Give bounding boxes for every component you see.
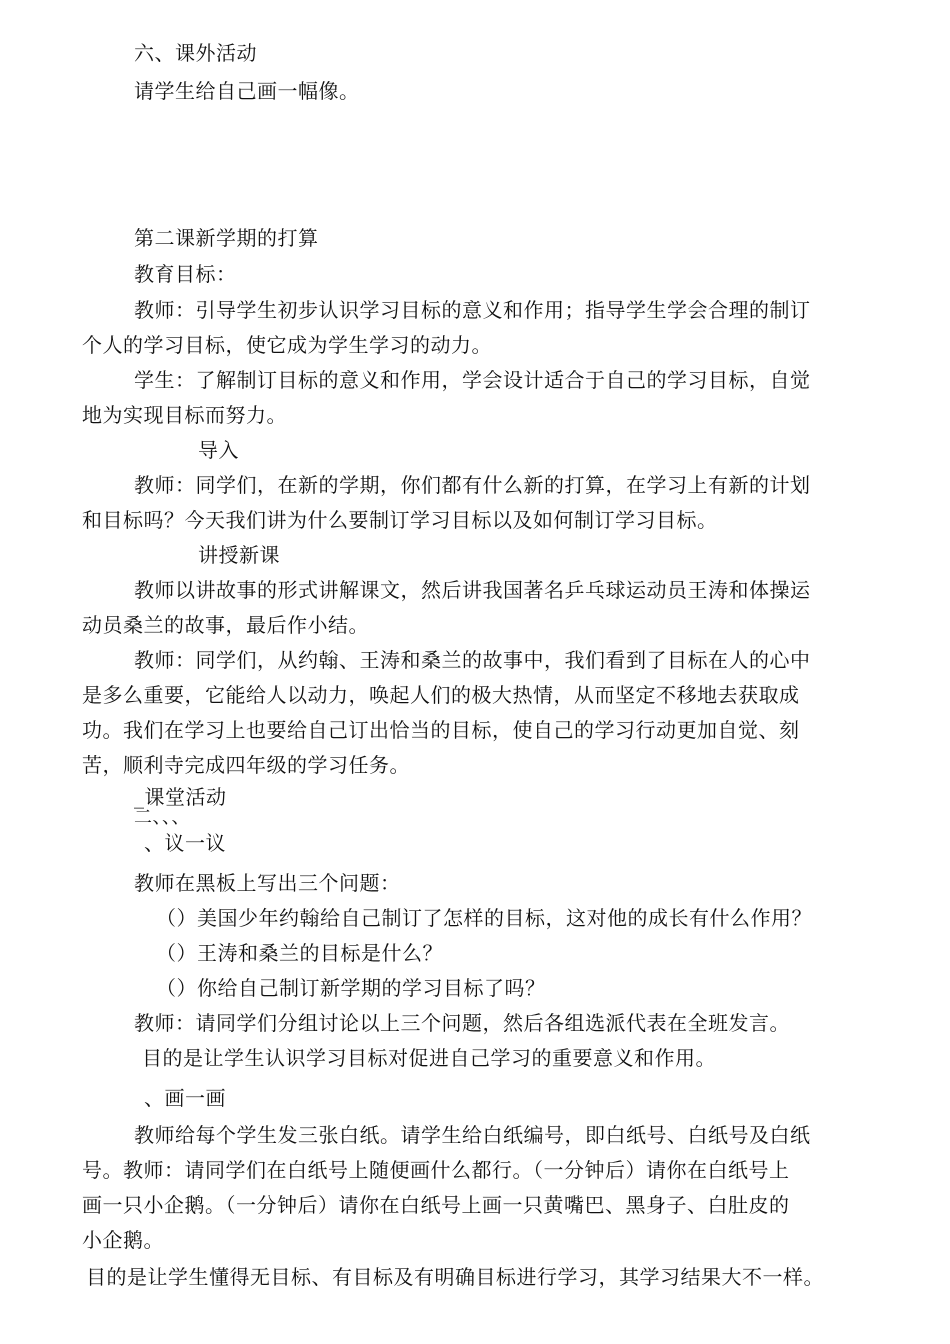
paragraph: 教师：请同学们分组讨论以上三个问题，然后各组选派代表在全班发言。 [134, 1011, 790, 1035]
paragraph: 教师：同学们，从约翰、王涛和桑兰的故事中，我们看到了目标在人的心中 [134, 648, 811, 672]
paragraph: 地为实现目标而努力。 [82, 403, 287, 427]
section-heading-extracurricular: 六、课外活动 [134, 41, 257, 65]
paragraph: 功。我们在学习上也要给自己订出恰当的目标，使自己的学习行动更加自觉、刻 [82, 718, 800, 742]
paragraph: 教师：同学们，在新的学期，你们都有什么新的打算，在学习上有新的计划 [134, 473, 811, 497]
paragraph: 画一只小企鹅。（一分钟后）请你在白纸号上画一只黄嘴巴、黑身子、白肚皮的 [82, 1193, 790, 1217]
paragraph: 学生：了解制订目标的意义和作用，学会设计适合于自己的学习目标，自觉 [134, 368, 811, 392]
paragraph: 教师：引导学生初步认识学习目标的意义和作用；指导学生学会合理的制订 [134, 298, 811, 322]
paragraph: 小企鹅。 [82, 1228, 164, 1252]
paragraph: 教师在黑板上写出三个问题： [134, 871, 401, 895]
paragraph: 目的是让学生认识学习目标对促进自己学习的重要意义和作用。 [142, 1046, 716, 1070]
paragraph: 教师给每个学生发三张白纸。请学生给白纸编号，即白纸号、白纸号及白纸 [134, 1123, 811, 1147]
paragraph: 号。教师：请同学们在白纸号上随便画什么都行。（一分钟后）请你在白纸号上 [82, 1158, 790, 1182]
paragraph: 动员桑兰的故事，最后作小结。 [82, 613, 369, 637]
paragraph: 和目标吗？今天我们讲为什么要制订学习目标以及如何制订学习目标。 [82, 508, 718, 532]
paragraph: 教师以讲故事的形式讲解课文，然后讲我国著名乒乓球运动员王涛和体操运 [134, 578, 811, 602]
subheading-discuss: 、议一议 [144, 831, 226, 855]
section-number: 二、、、 [134, 807, 190, 828]
section-heading-class-activity: _课堂活动 [134, 785, 227, 809]
paragraph: 请学生给自己画一幅像。 [134, 79, 360, 103]
paragraph: 个人的学习目标，使它成为学生学习的动力。 [82, 333, 492, 357]
section-heading-intro: 导入 [198, 438, 239, 462]
paragraph: 目的是让学生懂得无目标、有目标及有明确目标进行学习，其学习结果大不一样。 [86, 1265, 824, 1289]
paragraph: 是多么重要，它能给人以动力，唤起人们的极大热情，从而坚定不移地去获取成 [82, 683, 800, 707]
section-heading-objectives: 教育目标： [134, 262, 237, 286]
lesson-title: 第二课新学期的打算 [134, 226, 319, 250]
paragraph: 苦，顺利寺完成四年级的学习任务。 [82, 753, 410, 777]
question-item: （）你给自己制订新学期的学习目标了吗？ [156, 976, 546, 1000]
section-heading-new-lesson: 讲授新课 [198, 543, 280, 567]
question-item: （）美国少年约翰给自己制订了怎样的目标，这对他的成长有什么作用？ [156, 906, 812, 930]
subheading-draw: 、画一画 [144, 1086, 226, 1110]
question-item: （）王涛和桑兰的目标是什么？ [156, 941, 443, 965]
